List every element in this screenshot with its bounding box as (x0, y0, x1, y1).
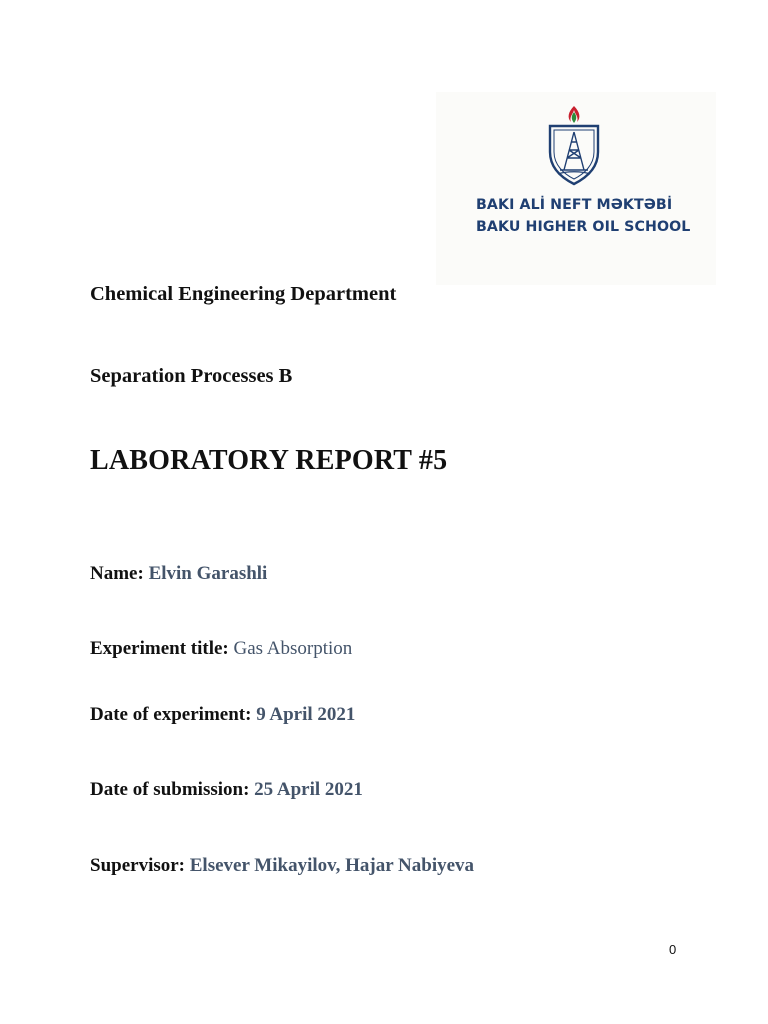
school-logo (436, 92, 716, 285)
report-title: LABORATORY REPORT #5 (90, 445, 448, 476)
name-value: Elvin Garashli (148, 563, 268, 584)
date-of-experiment-label: Date of experiment: (90, 704, 252, 725)
experiment-title-value: Gas Absorption (233, 638, 353, 659)
logo-text-english: BAKU HIGHER OIL SCHOOL (476, 219, 691, 235)
course-heading: Separation Processes B (90, 365, 293, 387)
date-of-submission-field (90, 779, 363, 801)
name-field (90, 563, 267, 585)
supervisor-field (90, 855, 474, 877)
page-number: 0 (669, 942, 677, 957)
date-of-submission-value: 25 April 2021 (254, 779, 363, 800)
supervisor-label: Supervisor: (90, 855, 185, 876)
experiment-title-field (90, 638, 352, 660)
date-of-experiment-field (90, 704, 355, 726)
name-label: Name: (90, 563, 144, 584)
school-crest-icon (544, 104, 604, 186)
supervisor-value: Elsever Mikayilov, Hajar Nabiyeva (189, 855, 475, 876)
logo-text-azerbaijani: BAKI ALİ NEFT MƏKTƏBİ (476, 197, 673, 213)
department-heading: Chemical Engineering Department (90, 283, 397, 305)
date-of-experiment-value: 9 April 2021 (256, 704, 356, 725)
date-of-submission-label: Date of submission: (90, 779, 250, 800)
experiment-title-label: Experiment title: (90, 638, 229, 659)
